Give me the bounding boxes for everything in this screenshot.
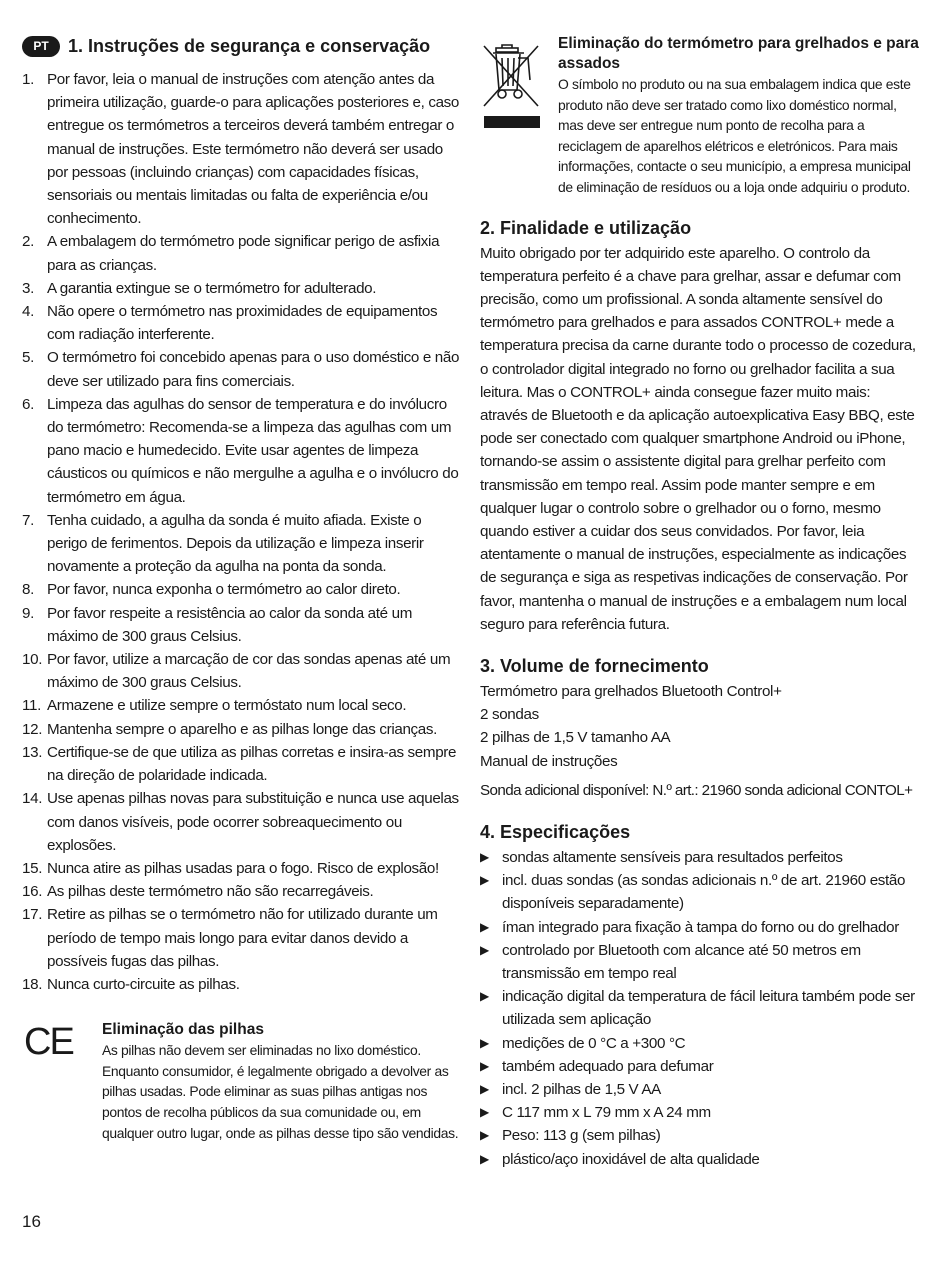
instruction-item [22,787,462,857]
section-3-title: 3. Volume de fornecimento [480,656,709,677]
weee-disposal-box [480,34,920,198]
instruction-number: 9. [22,604,34,622]
instruction-text: Por favor, utilize a marcação de cor das sondas apenas até um máximo de 300 graus Celsius. [47,651,451,692]
instruction-item [22,68,462,230]
section-2 [480,216,920,636]
spec-item [480,1055,920,1078]
spec-text: também adequado para defumar [502,1057,714,1075]
spec-item [480,939,920,985]
instruction-number: 18. [22,975,43,993]
instruction-item [22,857,462,880]
instruction-item [22,578,462,601]
instruction-item [22,346,462,392]
battery-disposal-box [22,1020,462,1143]
triangle-bullet-icon: ▶ [480,873,489,888]
spec-text: medições de 0 °C a +300 °C [502,1034,686,1052]
triangle-bullet-icon: ▶ [480,1105,489,1120]
spec-item [480,985,920,1031]
ce-mark-icon: CE [24,1021,73,1064]
delivery-line: 2 pilhas de 1,5 V tamanho AA [480,729,671,747]
spec-text: controlado por Bluetooth com alcance até 50 metros em transmissão em tempo real [502,941,861,983]
triangle-bullet-icon: ▶ [480,1035,489,1050]
instruction-item [22,741,462,787]
spec-text: incl. 2 pilhas de 1,5 V AA [502,1081,661,1099]
instruction-number: 13. [22,743,43,761]
spec-text: C 117 mm x L 79 mm x A 24 mm [502,1104,711,1122]
instruction-text: Mantenha sempre o aparelho e as pilhas longe das crianças. [47,720,438,738]
triangle-bullet-icon: ▶ [480,942,489,957]
spec-item [480,846,920,869]
instruction-text: Use apenas pilhas novas para substituição e nunca use aquelas com danos visíveis, pode ocorrer sobreaquecimento ou explosões. [47,790,459,854]
triangle-bullet-icon: ▶ [480,1082,489,1097]
spec-text: indicação digital da temperatura de fácil leitura também pode ser utilizada sem aplicação [502,988,915,1029]
instruction-number: 17. [22,906,43,924]
section-2-title: 2. Finalidade e utilização [480,217,692,238]
delivery-line: Termómetro para grelhados Bluetooth Control+ [480,683,782,701]
instruction-text: O termómetro foi concebido apenas para o uso doméstico e não deve ser utilizado para fins comerciais. [47,349,460,390]
instruction-text: Por favor, leia o manual de instruções com atenção antes da primeira utilização, guarde-o para aplicações posteriores e, caso entregue os termómetros a terceiros deverá também entregar o manual de instruções. Este termómetro não deverá ser usado por pessoas (incluindo crianças) com capacidades físicas, sensoriais ou mentais limitadas ou falta de experiência e/ou conhecimento. [47,71,460,228]
spec-text: plástico/aço inoxidável de alta qualidade [502,1150,760,1168]
instruction-text: A garantia extingue se o termómetro for adulterado. [47,279,377,297]
safety-instructions-list [22,68,462,996]
triangle-bullet-icon: ▶ [480,1058,489,1073]
spec-text: incl. duas sondas (as sondas adicionais n.º de art. 21960 estão disponíveis separadamente) [502,872,906,913]
weee-disposal-title: Eliminação do termómetro para grelhados e para assados [558,35,919,72]
language-badge: PT [22,36,60,57]
instruction-text: Não opere o termómetro nas proximidades de equipamentos com radiação interferente. [47,303,438,344]
instruction-text: Por favor respeite a resistência ao calor da sonda até um máximo de 300 graus Celsius. [47,604,413,645]
section-3 [480,654,920,802]
spec-item [480,1078,920,1101]
battery-disposal-title: Eliminação das pilhas [102,1021,264,1039]
delivery-line: Manual de instruções [480,752,618,770]
instruction-item [22,903,462,973]
battery-disposal-text: As pilhas não devem ser eliminadas no lixo doméstico. Enquanto consumidor, é legalmente obrigado a devolver as pilhas usadas. Pode eliminar as suas pilhas antigas nos pontos de recolha públicos da sua comunidade ou, em qualquer outro lugar, onde as pilhas desse tipo são vendidas. [102,1042,459,1141]
page-number: 16 [22,1212,41,1231]
instruction-number: 12. [22,720,43,738]
triangle-bullet-icon: ▶ [480,1151,489,1166]
instruction-number: 5. [22,349,34,367]
instruction-item [22,694,462,717]
crossed-out-bin-icon [480,38,546,198]
instruction-number: 10. [22,651,43,669]
weee-disposal-text: O símbolo no produto ou na sua embalagem indica que este produto não deve ser tratado como lixo doméstico normal, mas deve ser entregue num ponto de recolha para a reciclagem de aparelhos elétricos e eletrónicos. Para mais informações, contacte o seu município, a empresa municipal de eliminação de resíduos ou a loja onde adquiriu o produto. [558,76,911,195]
instruction-number: 7. [22,511,34,529]
section-1-heading [22,34,462,58]
instruction-number: 15. [22,859,43,877]
spec-item [480,916,920,939]
delivery-line: 2 sondas [480,706,539,724]
instruction-item [22,300,462,346]
instruction-number: 11. [22,697,41,715]
instruction-text: Por favor, nunca exponha o termómetro ao calor direto. [47,581,401,599]
instruction-item [22,509,462,579]
spec-item [480,869,920,915]
instruction-item [22,880,462,903]
triangle-bullet-icon: ▶ [480,850,489,865]
left-column [22,34,462,1143]
instruction-text: Certifique-se de que utiliza as pilhas corretas e insira-as sempre na direção de polaridade indicada. [47,743,457,785]
instruction-number: 8. [22,581,34,599]
instruction-number: 14. [22,790,43,808]
instruction-text: Tenha cuidado, a agulha da sonda é muito afiada. Existe o perigo de ferimentos. Depois da utilização e limpeza inserir novamente a proteção da agulha na ponta da sonda. [47,511,424,576]
spec-item [480,1124,920,1147]
section-2-text: Muito obrigado por ter adquirido este aparelho. O controlo da temperatura perfeito é a chave para grelhar, assar e defumar com precisão, como um profissional. A sonda altamente sensível do termómetro para grelhados e para assados CONTROL+ mede a temperatura precisa da carne durante todo o processo de cozedura, o controlador digital integrado no forno ou grelhador facilita a sua leitura. Mas o CONTROL+ ainda consegue fazer muito mais: através de Bluetooth e da aplicação autoexplicativa Easy BBQ, este pode ser conectado com qualquer smartphone Android ou iPhone, tornando-se assim o assistente digital para grelhar perfeito com transmissão em tempo real. Assim pode manter sempre e em qualquer lugar o controlo sobre o grelhador ou o forno, mesmo quando estiver a cuidar dos seus convidados. Por favor, leia atentamente o manual de instruções, especialmente as indicações de segurança e siga as respetivas indicações de conservação. Por favor, mantenha o manual de instruções e a embalagem num local seguro para referência futura. [480,244,916,633]
triangle-bullet-icon: ▶ [480,919,489,934]
right-column [480,34,920,1171]
instruction-text: Retire as pilhas se o termómetro não for utilizado durante um período de tempo mais longo para evitar danos devido a possíveis fugas das pilhas. [47,906,438,970]
section-4 [480,820,920,1171]
spec-text: Peso: 113 g (sem pilhas) [502,1127,661,1145]
triangle-bullet-icon: ▶ [480,989,489,1004]
instruction-text: Armazene e utilize sempre o termóstato num local seco. [47,697,407,715]
instruction-item [22,973,462,996]
spec-item [480,1032,920,1055]
section-1-title: 1. Instruções de segurança e conservação [68,36,431,56]
instruction-text: Limpeza das agulhas do sensor de temperatura e do invólucro do termómetro: Recomenda-se a limpeza das agulhas com um pano macio e humedecido. Evite usar agentes de limpeza cáusticos ou químicos e não mergulhe a agulha e o invólucro do termómetro em água. [47,395,459,506]
additional-probe-note: Sonda adicional disponível: N.º art.: 21960 sonda adicional CONTOL+ [480,781,913,799]
instruction-number: 3. [22,279,34,297]
section-4-title: 4. Especificações [480,822,631,843]
instruction-item [22,277,462,300]
spec-item [480,1101,920,1124]
instruction-item [22,648,462,694]
instruction-number: 4. [22,303,34,321]
instruction-text: As pilhas deste termómetro não são recarregáveis. [47,883,374,901]
spec-text: sondas altamente sensíveis para resultados perfeitos [502,849,843,867]
instruction-item [22,230,462,276]
instruction-item [22,718,462,741]
instruction-number: 1. [22,71,34,88]
instruction-item [22,602,462,648]
instruction-number: 2. [22,233,34,251]
specifications-list [480,846,920,1171]
instruction-text: A embalagem do termómetro pode significar perigo de asfixia para as crianças. [47,233,440,274]
spec-item [480,1148,920,1171]
instruction-text: Nunca curto-circuite as pilhas. [47,975,240,993]
instruction-item [22,393,462,509]
instruction-text: Nunca atire as pilhas usadas para o fogo. Risco de explosão! [47,859,439,877]
instruction-number: 16. [22,883,43,901]
instruction-number: 6. [22,395,34,413]
triangle-bullet-icon: ▶ [480,1128,489,1143]
spec-text: íman integrado para fixação à tampa do forno ou do grelhador [502,918,899,936]
